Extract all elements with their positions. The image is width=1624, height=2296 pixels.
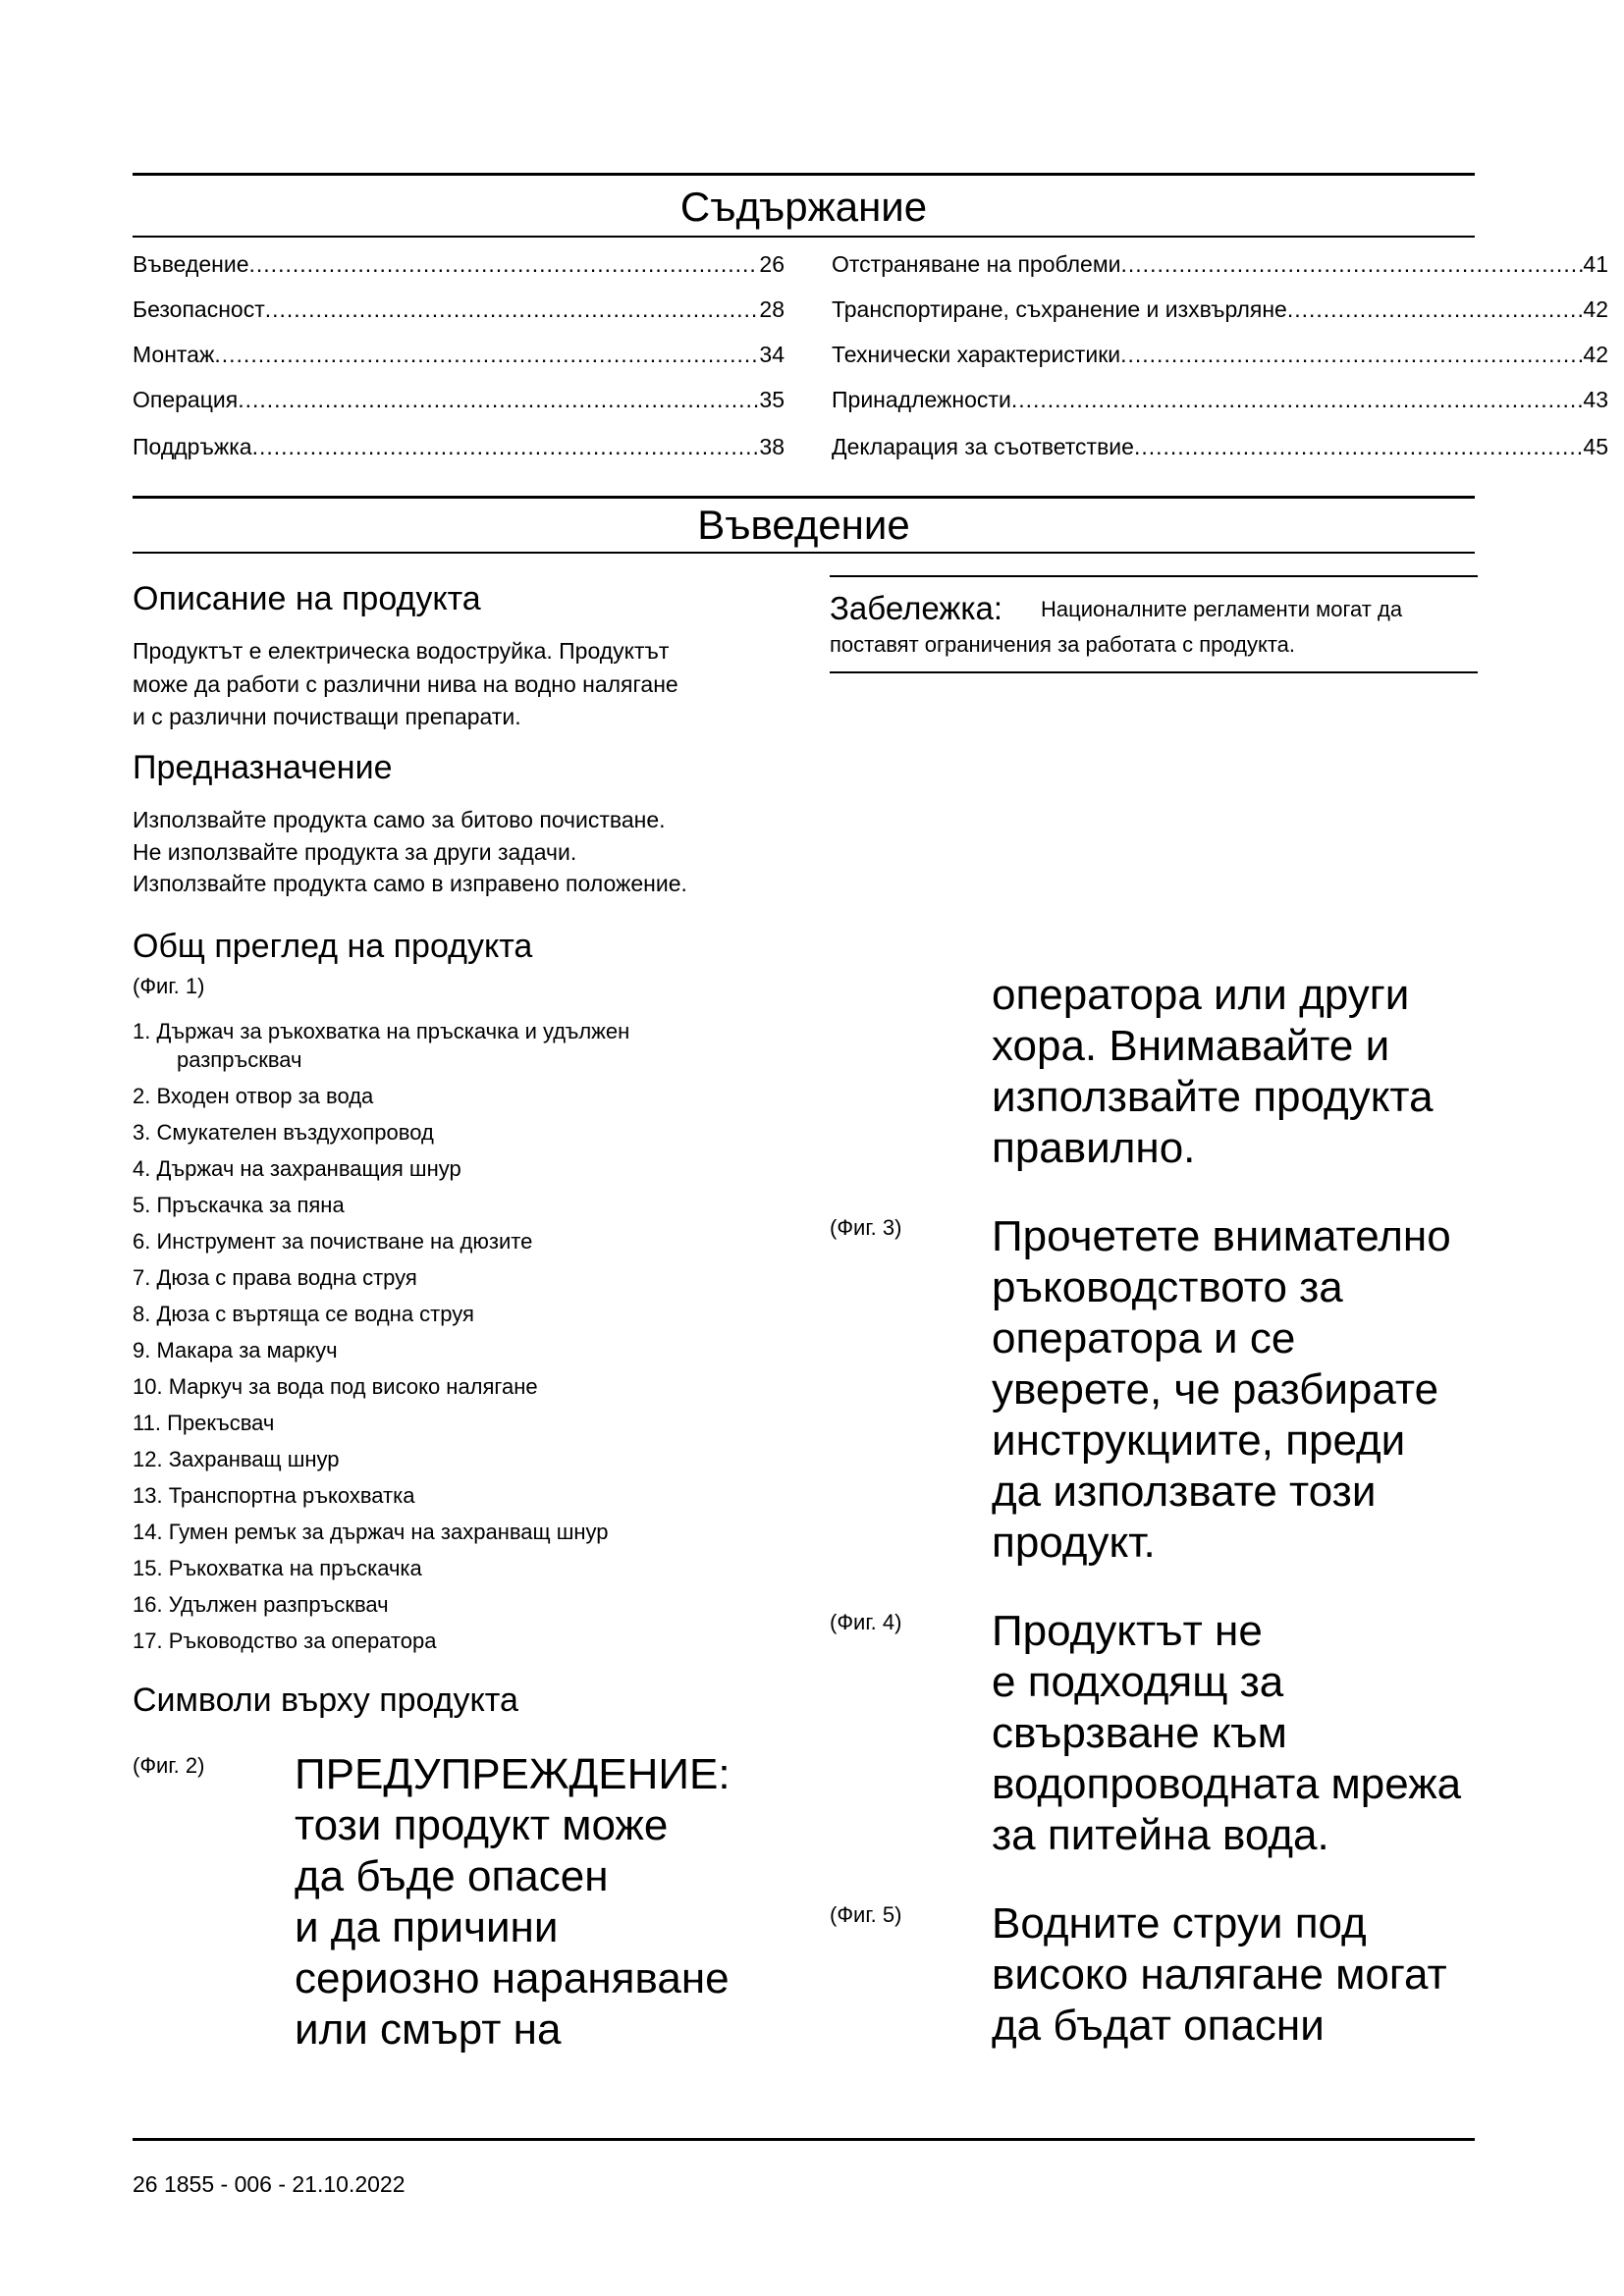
list-item	[133, 1296, 781, 1332]
toc-entry-page: 28	[759, 296, 785, 322]
list-item	[133, 1550, 781, 1586]
toc-entry-label: Монтаж	[133, 342, 215, 367]
intro-bottom-rule	[133, 552, 1475, 554]
toc-entry[interactable]	[832, 338, 1608, 371]
fig-3-text-line: инструкциите, преди	[992, 1416, 1406, 1465]
toc-entry-label: Принадлежности	[832, 387, 1011, 412]
list-item-text: 4. Държач на захранващия шнур	[133, 1156, 461, 1181]
fig-4-text-line: за питейна вода.	[992, 1811, 1329, 1859]
fig-5-text-line: високо налягане могат	[992, 1950, 1447, 1999]
intro-top-rule	[133, 496, 1475, 499]
note-bottom-rule	[830, 671, 1478, 673]
toc-leader-dots	[1120, 338, 1583, 371]
toc-entry-label: Поддръжка	[133, 434, 252, 459]
toc-entry-page: 45	[1583, 434, 1608, 459]
fig-3-text-line: Прочетете внимателно	[992, 1212, 1451, 1260]
toc-leader-dots	[252, 430, 760, 463]
toc-entry[interactable]	[133, 293, 785, 326]
fig-2-text-line: сериозно нараняване	[295, 1954, 730, 2002]
list-item-continuation: разпръсквач	[177, 1047, 302, 1072]
toc-leader-dots	[265, 293, 760, 326]
fig-3-reference: (Фиг. 3)	[830, 1215, 902, 1240]
list-item	[133, 1187, 781, 1223]
toc-entry-label: Въведение	[133, 251, 249, 277]
fig-3-text-line: да използвате този	[992, 1468, 1377, 1516]
list-item-text: 2. Входен отвор за вода	[133, 1084, 374, 1108]
purpose-line: Не използвайте продукта за други задачи.	[133, 839, 577, 865]
fig-2-text-line: ПРЕДУПРЕЖДЕНИЕ:	[295, 1750, 731, 1798]
list-item-text: 13. Транспортна ръкохватка	[133, 1483, 415, 1508]
fig-4-text-line: Продуктът не	[992, 1607, 1263, 1655]
fig-3-text-line: ръководството за	[992, 1263, 1343, 1311]
toc-entry-label: Декларация за съответствие	[832, 434, 1134, 459]
fig-5-reference: (Фиг. 5)	[830, 1902, 902, 1927]
toc-entry-page: 43	[1583, 387, 1608, 412]
toc-bottom-rule	[133, 236, 1475, 238]
note-top-rule	[830, 575, 1478, 577]
list-item-text: 6. Инструмент за почистване на дюзите	[133, 1229, 533, 1254]
toc-leader-dots	[1287, 293, 1584, 326]
list-item-text: 7. Дюза с права водна струя	[133, 1265, 417, 1290]
list-item-text: 5. Пръскачка за пяна	[133, 1193, 345, 1217]
page-footer: 26 1855 - 006 - 21.10.2022	[133, 2171, 406, 2197]
fig-2-continued-line: използвайте продукта	[992, 1073, 1434, 1121]
fig-4-text-line: е подходящ за	[992, 1658, 1284, 1706]
toc-entry[interactable]	[832, 293, 1608, 326]
list-item-text: 3. Смукателен въздухопровод	[133, 1120, 434, 1145]
list-item-text: 14. Гумен ремък за държач на захранващ шнур	[133, 1520, 609, 1544]
list-item	[133, 1078, 781, 1114]
toc-entry-label: Технически характеристики	[832, 342, 1121, 367]
list-item	[133, 1332, 781, 1368]
toc-entry[interactable]	[832, 430, 1608, 463]
list-item	[133, 1441, 781, 1477]
fig-2-text-line: и да причини	[295, 1903, 559, 1951]
fig-3-text-line: продукт.	[992, 1519, 1156, 1567]
list-item	[133, 1514, 781, 1550]
toc-entry-page: 26	[759, 251, 785, 277]
fig-2-text-line: или смърт на	[295, 2005, 562, 2054]
toc-leader-dots	[1011, 383, 1584, 416]
toc-leader-dots	[1134, 430, 1583, 463]
toc-leader-dots	[1121, 247, 1584, 281]
fig-3-text-line: оператора и се	[992, 1314, 1296, 1362]
list-item	[133, 1623, 781, 1659]
fig-5-text-line: да бъдат опасни	[992, 2002, 1325, 2050]
list-item-text: 10. Маркуч за вода под високо налягане	[133, 1374, 538, 1399]
toc-leader-dots	[214, 338, 759, 371]
list-item-text: 11. Прекъсвач	[133, 1411, 275, 1435]
toc-top-rule	[133, 173, 1475, 176]
list-item-text: 1. Държач за ръкохватка на пръскачка и удължен	[133, 1019, 630, 1043]
list-item	[133, 1150, 781, 1187]
description-line: може да работи с различни нива на водно налягане	[133, 671, 678, 697]
fig-4-text-line: водопроводната мрежа	[992, 1760, 1462, 1808]
fig-1-reference: (Фиг. 1)	[133, 974, 205, 998]
fig-2-text-line: този продукт може	[295, 1801, 669, 1849]
toc-entry-page: 34	[759, 342, 785, 367]
toc-title: Съдържание	[679, 184, 928, 230]
toc-entry[interactable]	[133, 430, 785, 463]
toc-entry[interactable]	[832, 383, 1608, 416]
list-item	[133, 1405, 781, 1441]
toc-entry-page: 38	[759, 434, 785, 459]
toc-entry-page: 42	[1583, 342, 1608, 367]
symbols-heading: Символи върху продукта	[133, 1682, 518, 1719]
fig-2-continued-line: оператора или други	[992, 971, 1410, 1019]
list-item-text: 9. Макара за маркуч	[133, 1338, 338, 1362]
list-item-text: 16. Удължен разпръсквач	[133, 1592, 389, 1617]
purpose-heading: Предназначение	[133, 749, 393, 786]
fig-4-text-line: свързване към	[992, 1709, 1287, 1757]
list-item	[133, 1477, 781, 1514]
purpose-line: Използвайте продукта само в изправено положение.	[133, 871, 687, 896]
list-item	[133, 1586, 781, 1623]
purpose-line: Използвайте продукта само за битово почистване.	[133, 807, 666, 832]
fig-2-continued-line: хора. Внимавайте и	[992, 1022, 1390, 1070]
list-item	[133, 1368, 781, 1405]
toc-leader-dots	[238, 383, 759, 416]
fig-3-text-line: уверете, че разбирате	[992, 1365, 1439, 1414]
fig-2-continued-line: правилно.	[992, 1124, 1196, 1172]
toc-leader-dots	[249, 247, 760, 281]
fig-2-reference: (Фиг. 2)	[133, 1753, 205, 1778]
toc-entry-label: Отстраняване на проблеми	[832, 251, 1121, 277]
fig-5-text-line: Водните струи под	[992, 1899, 1367, 1948]
fig-2-text-line: да бъде опасен	[295, 1852, 609, 1900]
list-item-text: 15. Ръкохватка на пръскачка	[133, 1556, 422, 1580]
list-item	[133, 1114, 781, 1150]
toc-entry-page: 42	[1583, 296, 1608, 322]
toc-entry-page: 41	[1583, 251, 1608, 277]
toc-entry-label: Транспортиране, съхранение и изхвърляне	[832, 296, 1287, 322]
list-item	[133, 1013, 781, 1075]
list-item-text: 12. Захранващ шнур	[133, 1447, 340, 1471]
toc-entry[interactable]	[832, 247, 1608, 281]
overview-heading: Общ преглед на продукта	[133, 928, 533, 965]
intro-title: Въведение	[697, 502, 910, 548]
description-line: Продуктът е електрическа водоструйка. Продуктът	[133, 638, 670, 664]
toc-entry-label: Операция	[133, 387, 239, 412]
toc-entry-label: Безопасност	[133, 296, 265, 322]
toc-entry-page: 35	[759, 387, 785, 412]
list-item-text: 17. Ръководство за оператора	[133, 1629, 437, 1653]
description-heading: Описание на продукта	[133, 580, 481, 617]
note-line: поставят ограничения за работата с продукта.	[830, 632, 1295, 657]
overview-list	[133, 1013, 781, 1659]
toc-entry[interactable]	[133, 383, 785, 416]
list-item	[133, 1223, 781, 1259]
toc-entry[interactable]	[133, 247, 785, 281]
note-line: Националните регламенти могат да	[1041, 597, 1403, 621]
list-item-text: 8. Дюза с въртяща се водна струя	[133, 1302, 474, 1326]
footer-rule	[133, 2138, 1475, 2141]
note-label: Забележка:	[830, 590, 1003, 626]
list-item	[133, 1259, 781, 1296]
fig-4-reference: (Фиг. 4)	[830, 1610, 902, 1634]
toc-entry[interactable]	[133, 338, 785, 371]
description-line: и с различни почистващи препарати.	[133, 704, 521, 729]
